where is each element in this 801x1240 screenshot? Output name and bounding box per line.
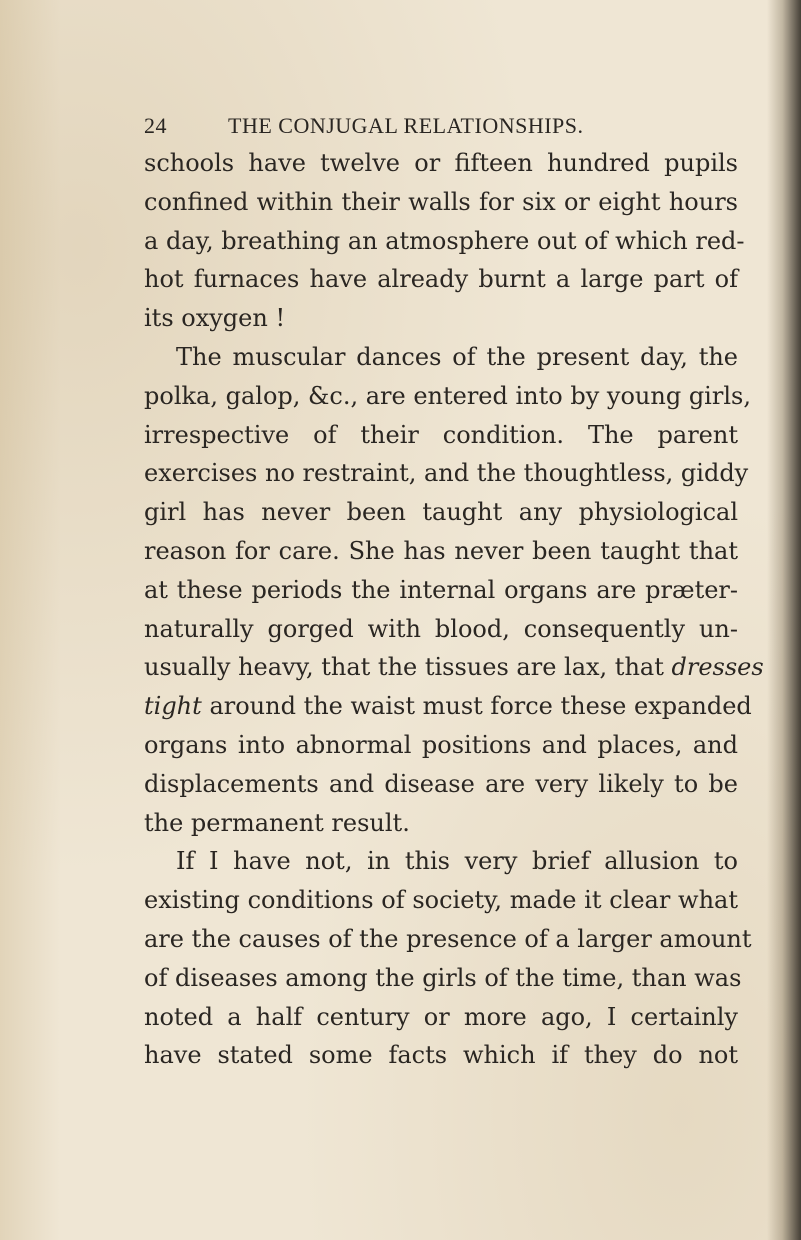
text-line-content: usually heavy, that the tissues are lax, that <box>144 653 664 682</box>
text-line: existing conditions of society, made it clear what <box>144 886 738 915</box>
text-line: the permanent result. <box>144 808 410 837</box>
running-head <box>144 113 738 143</box>
text-line: of diseases among the girls of the time, than was <box>144 963 742 992</box>
text-line: its oxygen ! <box>144 304 286 333</box>
page-edge-shadow <box>767 0 801 1240</box>
text-line: noted a half century or more ago, I certainly <box>144 1002 738 1031</box>
text-line: organs into abnormal positions and places, and <box>144 730 738 759</box>
text-line: at these periods the internal organs are præter- <box>144 575 738 604</box>
text-line: schools have twelve or fifteen hundred pupils <box>144 149 738 177</box>
text-line: hot furnaces have already burnt a large part of <box>144 265 738 294</box>
text-line: exercises no restraint, and the thoughtless, giddy <box>144 459 749 488</box>
text-line: naturally gorged with blood, consequently un- <box>144 614 738 643</box>
italic-phrase-start: dresses <box>671 653 764 682</box>
text-line: polka, galop, &c., are entered into by young girls, <box>144 381 751 410</box>
text-line: reason for care. She has never been taught that <box>144 536 738 565</box>
text-line: irrespective of their condition. The parent <box>144 420 738 449</box>
text-line: The muscular dances of the present day, the <box>176 342 738 371</box>
italic-phrase-end: tight <box>144 692 202 721</box>
text-line: a day, breathing an atmosphere out of which red- <box>144 226 745 255</box>
text-line: confined within their walls for six or eight hours <box>144 187 738 216</box>
text-line: displacements and disease are very likely to be <box>144 769 738 798</box>
text-line: have stated some facts which if they do not <box>144 1041 738 1070</box>
text-line <box>144 648 764 687</box>
running-title: THE CONJUGAL RELATIONSHIPS. <box>228 113 584 138</box>
text-line <box>144 687 752 726</box>
page-number: 24 <box>144 113 167 138</box>
text-line: girl has never been taught any physiological <box>144 498 738 527</box>
text-line: are the causes of the presence of a larger amount <box>144 924 752 953</box>
body-text <box>144 144 764 1075</box>
text-line: If I have not, in this very brief allusion to <box>176 847 738 876</box>
text-line-content: around the waist must force these expanded <box>209 692 752 721</box>
